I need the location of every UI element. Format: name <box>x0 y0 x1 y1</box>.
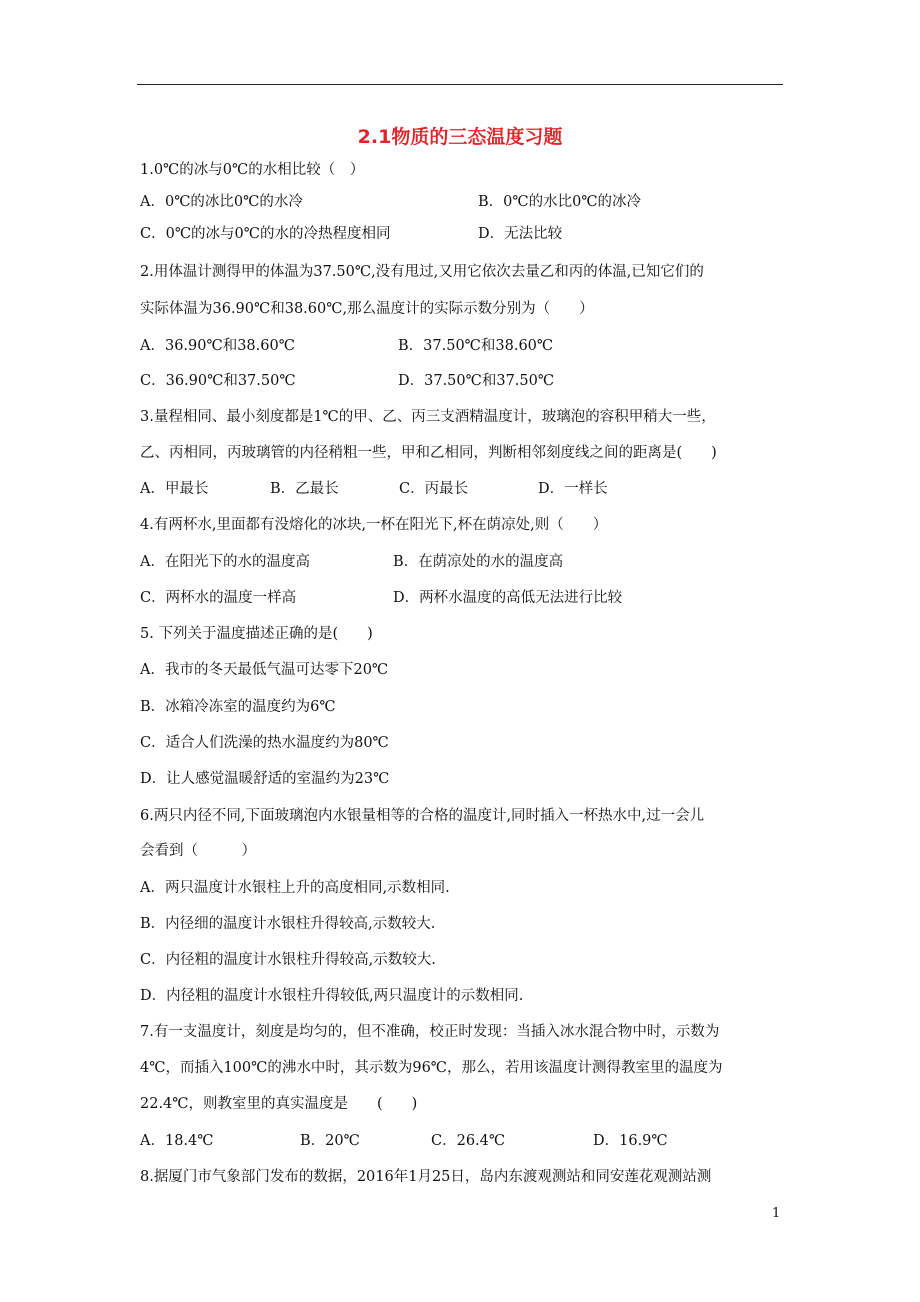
q5-option-b: B．冰箱冷冻室的温度约为6℃ <box>140 699 336 715</box>
question-1-stem: 1.0℃的冰与0℃的水相比较（ ） <box>140 162 365 178</box>
q4-option-b: B．在荫凉处的水的温度高 <box>393 554 564 570</box>
q1-option-b: B．0℃的水比0℃的冰冷 <box>478 194 642 210</box>
q5-option-a: A．我市的冬天最低气温可达零下20℃ <box>140 662 389 678</box>
q2-option-b: B．37.50℃和38.60℃ <box>398 338 554 354</box>
question-5-stem: 5. 下列关于温度描述正确的是( ) <box>140 626 373 642</box>
q2-option-a: A．36.90℃和38.60℃ <box>140 338 295 354</box>
q2-option-d: D．37.50℃和37.50℃ <box>398 373 555 389</box>
question-2-stem-line-1: 2.用体温计测得甲的体温为37.50℃,没有甩过,又用它依次去量乙和丙的体温,已知它们的 <box>140 264 704 280</box>
question-4-stem: 4.有两杯水,里面都有没熔化的冰块,一杯在阳光下,杯在荫凉处,则（ ） <box>140 517 608 533</box>
q4-option-a: A．在阳光下的水的温度高 <box>140 554 310 570</box>
q7-option-b: B．20℃ <box>300 1133 360 1149</box>
q1-option-c: C．0℃的冰与0℃的水的冷热程度相同 <box>140 226 391 242</box>
question-7-stem-line-3: 22.4℃，则教室里的真实温度是 ( ) <box>140 1096 418 1112</box>
q6-option-d: D．内径粗的温度计水银柱升得较低,两只温度计的示数相同. <box>140 988 524 1004</box>
q3-option-a: A．甲最长 <box>140 481 209 497</box>
q4-option-c: C．两杯水的温度一样高 <box>140 590 297 606</box>
q7-option-a: A．18.4℃ <box>140 1133 214 1149</box>
q4-option-d: D．两杯水温度的高低无法进行比较 <box>393 590 623 606</box>
q3-option-b: B．乙最长 <box>270 481 339 497</box>
header-rule <box>137 84 783 85</box>
question-7-stem-line-1: 7.有一支温度计，刻度是均匀的，但不准确，校正时发现：当插入冰水混合物中时，示数为 <box>140 1024 720 1040</box>
q2-option-c: C．36.90℃和37.50℃ <box>140 373 296 389</box>
question-3-stem-line-1: 3.量程相同、最小刻度都是1℃的甲、乙、丙三支酒精温度计，玻璃泡的容积甲稍大一些， <box>140 409 716 425</box>
question-6-stem-line-2: 会看到（ ） <box>140 843 256 859</box>
q3-option-d: D．一样长 <box>538 481 608 497</box>
q1-option-a: A．0℃的冰比0℃的水冷 <box>140 194 303 210</box>
q6-option-c: C．内径粗的温度计水银柱升得较高,示数较大. <box>140 952 436 968</box>
q3-option-c: C．丙最长 <box>399 481 469 497</box>
q1-option-d: D．无法比较 <box>478 226 563 242</box>
page-title: 2.1物质的三态温度习题 <box>357 126 563 148</box>
page-number: 1 <box>772 1206 781 1221</box>
q6-option-a: A．两只温度计水银柱上升的高度相同,示数相同. <box>140 880 450 896</box>
q5-option-d: D．让人感觉温暖舒适的室温约为23℃ <box>140 771 390 787</box>
question-6-stem-line-1: 6.两只内径不同,下面玻璃泡内水银量相等的合格的温度计,同时插入一杯热水中,过一会儿 <box>140 808 705 824</box>
question-8-stem-line-1: 8.据厦门市气象部门发布的数据，2016年1月25日，岛内东渡观测站和同安莲花观测站测 <box>140 1169 712 1185</box>
question-2-stem-line-2: 实际体温为36.90℃和38.60℃,那么温度计的实际示数分别为（ ） <box>140 301 594 317</box>
q7-option-d: D．16.9℃ <box>593 1133 668 1149</box>
q5-option-c: C．适合人们洗澡的热水温度约为80℃ <box>140 735 389 751</box>
question-3-stem-line-2: 乙、丙相同，丙玻璃管的内径稍粗一些，甲和乙相同，判断相邻刻度线之间的距离是( ) <box>140 445 717 461</box>
q6-option-b: B．内径细的温度计水银柱升得较高,示数较大. <box>140 916 436 932</box>
q7-option-c: C．26.4℃ <box>431 1133 506 1149</box>
question-7-stem-line-2: 4℃，而插入100℃的沸水中时，其示数为96℃，那么，若用该温度计测得教室里的温度为 <box>140 1060 723 1076</box>
